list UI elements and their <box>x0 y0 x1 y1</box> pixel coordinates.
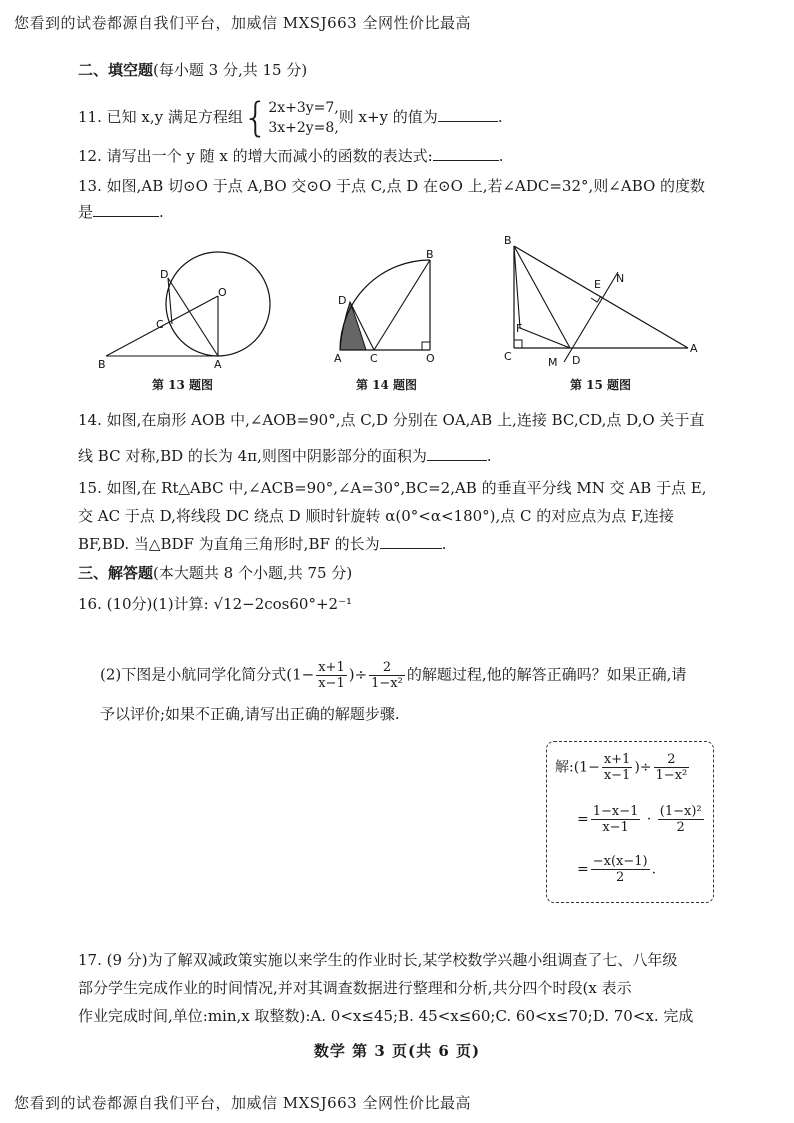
solution-step-2: = $\frac{1-x-1}{x-1}$ · $\frac{\text{(1−x)²}}{2}$ <box>577 804 702 835</box>
answer-blank[interactable] <box>93 202 159 217</box>
fraction-denominator: x−1 <box>318 676 345 691</box>
fraction <box>654 752 690 783</box>
fraction-denominator: 2 <box>616 870 625 885</box>
fraction-numerator: 2 <box>654 752 690 768</box>
fraction-denominator: 1−x² <box>371 676 403 691</box>
label-b: B <box>98 358 106 371</box>
fraction-a <box>316 660 347 691</box>
fraction <box>591 854 650 885</box>
question-16-part-1: 16. (10分)(1)计算: √12−2cos60°+2⁻¹ <box>78 595 352 613</box>
fraction-denominator: 1−x² <box>655 768 688 783</box>
question-17-line-1: 17. (9 分)为了解双减政策实施以来学生的作业时长,某学校数学兴趣小组调查了七、八年级 <box>78 951 678 969</box>
question-14-line-1: 14. 如图,在扇形 AOB 中,∠AOB=90°,点 C,D 分别在 OA,AB 上,连接 BC,CD,点 D,O 关于直 <box>78 411 705 429</box>
label-c: C <box>504 350 512 363</box>
brace-glyph: { <box>242 95 269 141</box>
watermark-bottom: 您看到的试卷都源自我们平台，加威信 MXSJ663 全网性价比最高 <box>14 1094 471 1112</box>
label-e: E <box>594 278 601 291</box>
section-2-note: (每小题 3 分,共 15 分) <box>153 61 308 79</box>
fraction-denominator: 2 <box>676 820 685 835</box>
question-15-line-1: 15. 如图,在 Rt△ABC 中,∠ACB=90°,∠A=30°,BC=2,AB 的垂直平分线 MN 交 AB 于点 E, <box>78 479 707 497</box>
fraction <box>591 804 641 835</box>
solution-box <box>546 741 714 903</box>
answer-blank[interactable] <box>438 107 498 122</box>
label-o: O <box>218 286 227 299</box>
fraction <box>602 752 633 783</box>
figure-14 <box>326 246 446 372</box>
section-2-heading <box>78 60 307 80</box>
q11-prefix: 11. 已知 x,y 满足方程组 <box>78 108 243 126</box>
label-b: B <box>426 248 434 261</box>
label-d: D <box>338 294 347 307</box>
question-11: 11. 已知 x,y 满足方程组{ 2x+3y=7, 3x+2y=8, 则 x+y 的值为 . <box>78 95 503 141</box>
figure-13-caption: 第 13 题图 <box>152 378 214 392</box>
question-16-part-2-line-2: 予以评价;如果不正确,请写出正确的解题步骤. <box>100 705 400 723</box>
figure-15 <box>498 232 708 372</box>
solution-step-1: 解:(1− $\frac{x+1}{x-1}$ )÷ $\frac{2}{\text{1−x²}}$ <box>555 752 688 783</box>
equation-system <box>268 98 338 138</box>
q16-part2-suffix: 的解题过程,他的解答正确吗？如果正确,请 <box>406 665 687 684</box>
fraction-numerator: 1−x−1 <box>592 804 639 819</box>
figure-15-caption: 第 15 题图 <box>570 378 632 392</box>
label-a: A <box>334 352 342 365</box>
label-c: C <box>370 352 378 365</box>
label-f: F <box>516 322 523 335</box>
label-b: B <box>504 234 512 247</box>
question-13-line-2: 是 . <box>78 203 164 221</box>
fraction-numerator: −x(x−1) <box>592 854 648 869</box>
watermark-top: 您看到的试卷都源自我们平台，加威信 MXSJ663 全网性价比最高 <box>14 14 471 32</box>
fraction-denominator: x−1 <box>603 768 631 783</box>
q14-text: 线 BC 对称,BD 的长为 4π,则图中阴影部分的面积为 <box>78 447 427 465</box>
label-a: A <box>690 342 698 355</box>
label-m: M <box>548 356 558 369</box>
fraction-numerator: x+1 <box>318 660 345 675</box>
question-16-part-2: (2)下图是小航同学化简分式(1− $\frac{x+1}{x-1}$ )÷ $\frac{2}{\text{1−x²}}$ 的解题过程,他的解答正确吗？如果正确,请 <box>100 660 687 691</box>
fraction-numerator: x+1 <box>603 752 631 767</box>
question-15-line-3: BF,BD. 当△BDF 为直角三角形时,BF 的长为 . <box>78 535 447 553</box>
q15-text: BF,BD. 当△BDF 为直角三角形时,BF 的长为 <box>78 535 380 553</box>
label-d: D <box>572 354 581 367</box>
label-d: D <box>160 268 169 281</box>
equation-1: 2x+3y=7, <box>268 100 339 116</box>
label-o: O <box>426 352 435 365</box>
section-3-note: (本大题共 8 个小题,共 75 分) <box>153 564 353 582</box>
fraction <box>658 804 704 835</box>
section-2-title: 二、填空题 <box>78 61 154 79</box>
fraction-b <box>369 660 405 691</box>
page-footer: 数学 第 3 页(共 6 页) <box>313 1042 481 1060</box>
answer-blank[interactable] <box>380 534 442 549</box>
section-3-title: 三、解答题 <box>78 564 154 582</box>
solution-step-3: = $\frac{-x(x-1)}{2}$ . <box>577 854 657 885</box>
q11-suffix: 则 x+y 的值为 <box>338 108 438 126</box>
fraction-denominator: x−1 <box>602 820 629 835</box>
solution-label: 解: <box>555 759 574 776</box>
answer-blank[interactable] <box>433 146 499 161</box>
fraction-numerator: (1−x)² <box>659 804 702 819</box>
fraction-numerator: 2 <box>369 660 405 676</box>
question-12: 12. 请写出一个 y 随 x 的增大而减小的函数的表达式: . <box>78 147 504 165</box>
question-17-line-3: 作业完成时间,单位:min,x 取整数):A. 0<x≤45;B. 45<x≤60;C. 60<x≤70;D. 70<x. 完成 <box>78 1007 694 1025</box>
label-a: A <box>214 358 222 371</box>
equation-2: 3x+2y=8, <box>268 120 339 136</box>
q13-text: 是 <box>78 203 94 221</box>
section-3-heading <box>78 563 352 583</box>
question-13-line-1: 13. 如图,AB 切⊙O 于点 A,BO 交⊙O 于点 C,点 D 在⊙O 上,若∠ADC=32°,则∠ABO 的度数 <box>78 177 706 195</box>
q12-text: 12. 请写出一个 y 随 x 的增大而减小的函数的表达式: <box>78 147 433 165</box>
figure-13 <box>90 244 290 372</box>
question-14-line-2: 线 BC 对称,BD 的长为 4π,则图中阴影部分的面积为 . <box>78 447 492 465</box>
question-17-line-2: 部分学生完成作业的时间情况,并对其调查数据进行整理和分析,共分四个时段(x 表示 <box>78 979 632 997</box>
label-n: N <box>616 272 625 285</box>
question-15-line-2: 交 AC 于点 D,将线段 DC 绕点 D 顺时针旋转 α(0°<α<180°),点 C 的对应点为点 F,连接 <box>78 507 674 525</box>
figure-14-caption: 第 14 题图 <box>356 378 418 392</box>
q16-part2-prefix: (2)下图是小航同学化简分式 <box>100 665 287 684</box>
answer-blank[interactable] <box>427 446 487 461</box>
label-c: C <box>156 318 164 331</box>
